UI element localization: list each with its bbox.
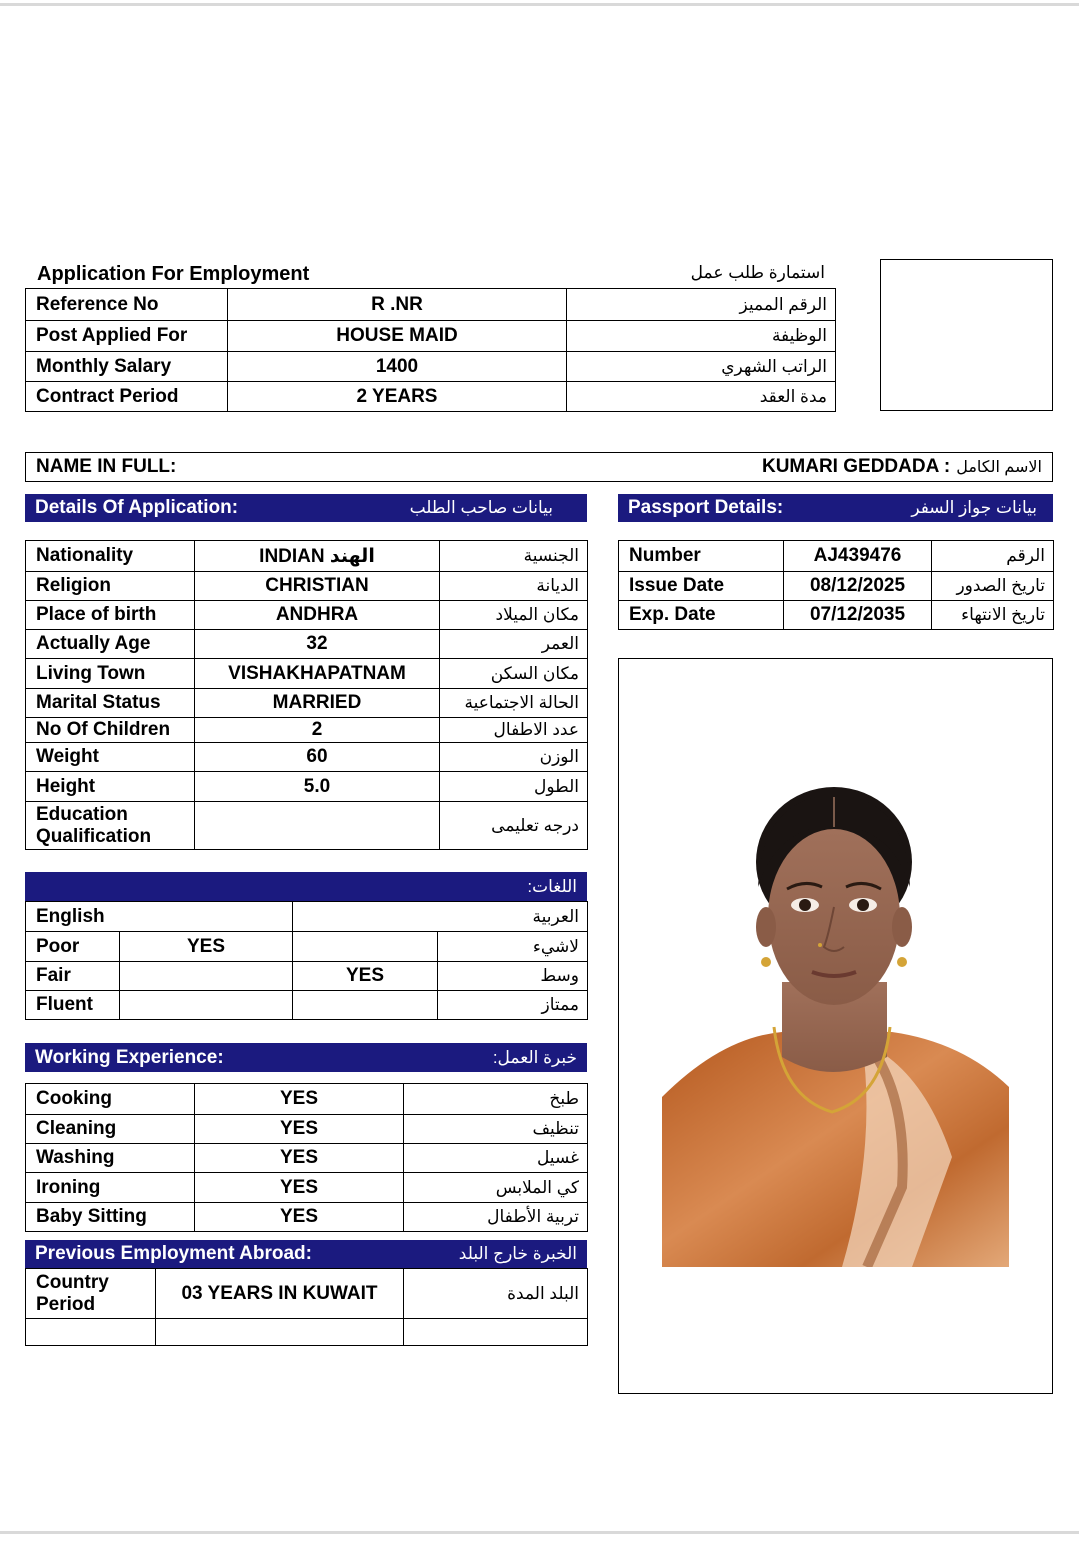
abroad-table xyxy=(25,1268,588,1346)
cleaning-ar: تنظيف xyxy=(404,1115,588,1144)
fluent-label: Fluent xyxy=(26,991,120,1020)
table-row xyxy=(26,1115,588,1144)
table-row xyxy=(26,572,588,601)
full-name-ar: الاسم الكامل xyxy=(956,459,1042,476)
salary-ar: الراتب الشهري xyxy=(567,352,836,382)
children-label: No Of Children xyxy=(26,718,195,743)
poor-arabic xyxy=(293,932,438,962)
religion-ar: الديانة xyxy=(440,572,588,601)
passport-table xyxy=(618,540,1054,630)
babysitting-value: YES xyxy=(195,1203,404,1232)
weight-label: Weight xyxy=(26,743,195,772)
cleaning-label: Cleaning xyxy=(26,1115,195,1144)
height-ar: الطول xyxy=(440,772,588,802)
fair-label: Fair xyxy=(26,962,120,991)
applicant-photo xyxy=(662,767,1009,1267)
salary-label: Monthly Salary xyxy=(26,352,228,382)
table-row xyxy=(26,962,588,991)
fluent-arabic xyxy=(293,991,438,1020)
fair-english xyxy=(120,962,293,991)
details-table xyxy=(25,540,588,850)
empty-cell xyxy=(156,1319,404,1346)
children-ar: عدد الاطفال xyxy=(440,718,588,743)
cooking-label: Cooking xyxy=(26,1084,195,1115)
full-name-label: NAME IN FULL: xyxy=(36,456,177,477)
babysitting-ar: تربية الأطفال xyxy=(404,1203,588,1232)
poor-english: YES xyxy=(120,932,293,962)
languages-header xyxy=(25,872,587,901)
ironing-label: Ironing xyxy=(26,1173,195,1203)
children-value: 2 xyxy=(195,718,440,743)
passport-number-value: AJ439476 xyxy=(784,541,932,572)
washing-value: YES xyxy=(195,1144,404,1173)
table-row xyxy=(26,932,588,962)
washing-label: Washing xyxy=(26,1144,195,1173)
ironing-value: YES xyxy=(195,1173,404,1203)
education-value xyxy=(195,802,440,850)
abroad-header-en: Previous Employment Abroad: xyxy=(35,1243,312,1264)
passport-number-label: Number xyxy=(619,541,784,572)
table-row xyxy=(26,902,588,932)
table-row xyxy=(26,1144,588,1173)
small-photo-box xyxy=(880,259,1053,411)
fair-arabic: YES xyxy=(293,962,438,991)
age-value: 32 xyxy=(195,630,440,659)
english-label: English xyxy=(26,902,293,932)
arabic-label: العربية xyxy=(293,902,588,932)
town-value: VISHAKHAPATNAM xyxy=(195,659,440,689)
row-post xyxy=(26,321,836,352)
education-ar: درجه تعليمى xyxy=(440,802,588,850)
marital-label: Marital Status xyxy=(26,689,195,718)
reference-ar: الرقم المميز xyxy=(567,289,836,321)
table-row xyxy=(26,1203,588,1232)
fluent-ar: ممتاز xyxy=(438,991,588,1020)
poor-label: Poor xyxy=(26,932,120,962)
table-row xyxy=(619,541,1054,572)
salary-value: 1400 xyxy=(228,352,567,382)
nationality-ar: الجنسية xyxy=(440,541,588,572)
weight-value: 60 xyxy=(195,743,440,772)
nationality-label: Nationality xyxy=(26,541,195,572)
passport-header-en: Passport Details: xyxy=(628,497,784,518)
education-label xyxy=(26,802,195,850)
title-ar: استمارة طلب عمل xyxy=(690,263,825,282)
cooking-value: YES xyxy=(195,1084,404,1115)
table-row xyxy=(26,772,588,802)
details-header-ar: بيانات صاحب الطلب xyxy=(409,498,553,517)
post-ar: الوظيفة xyxy=(567,321,836,352)
summary-table xyxy=(25,288,836,412)
table-row xyxy=(26,1319,588,1346)
marital-ar: الحالة الاجتماعية xyxy=(440,689,588,718)
birthplace-label: Place of birth xyxy=(26,601,195,630)
country-label: Country xyxy=(36,1271,109,1293)
education-label-line1: Education xyxy=(36,803,128,825)
birthplace-value: ANDHRA xyxy=(195,601,440,630)
contract-label: Contract Period xyxy=(26,382,228,412)
passport-number-ar: الرقم xyxy=(932,541,1054,572)
table-row xyxy=(26,541,588,572)
empty-cell xyxy=(404,1319,588,1346)
weight-ar: الوزن xyxy=(440,743,588,772)
details-header xyxy=(25,494,587,522)
ironing-ar: كي الملابس xyxy=(404,1173,588,1203)
abroad-value: 03 YEARS IN KUWAIT xyxy=(156,1269,404,1319)
post-value: HOUSE MAID xyxy=(228,321,567,352)
details-header-en: Details Of Application: xyxy=(35,497,239,518)
birthplace-ar: مكان الميلاد xyxy=(440,601,588,630)
row-contract xyxy=(26,382,836,412)
table-row xyxy=(26,659,588,689)
full-name-row xyxy=(25,452,1053,482)
table-row xyxy=(26,743,588,772)
experience-header-en: Working Experience: xyxy=(35,1046,224,1068)
babysitting-label: Baby Sitting xyxy=(26,1203,195,1232)
abroad-header-ar: الخبرة خارج البلد xyxy=(458,1244,577,1263)
languages-header-ar: اللغات: xyxy=(527,876,577,896)
contract-ar: مدة العقد xyxy=(567,382,836,412)
issue-date-value: 08/12/2025 xyxy=(784,572,932,601)
row-salary xyxy=(26,352,836,382)
table-row xyxy=(26,1084,588,1115)
poor-ar: لاشيء xyxy=(438,932,588,962)
experience-header-ar: خبرة العمل: xyxy=(492,1047,577,1067)
experience-table xyxy=(25,1083,588,1232)
nationality-value: INDIAN الهند xyxy=(195,541,440,572)
fair-ar: وسط xyxy=(438,962,588,991)
table-row xyxy=(26,630,588,659)
issue-date-label: Issue Date xyxy=(619,572,784,601)
reference-label: Reference No xyxy=(26,289,228,321)
abroad-ar: البلد المدة xyxy=(404,1269,588,1319)
passport-header xyxy=(618,494,1053,522)
contract-value: 2 YEARS xyxy=(228,382,567,412)
town-label: Living Town xyxy=(26,659,195,689)
height-value: 5.0 xyxy=(195,772,440,802)
fluent-english xyxy=(120,991,293,1020)
abroad-header xyxy=(25,1240,587,1268)
full-name-value: KUMARI GEDDADA : xyxy=(761,456,951,477)
issue-date-ar: تاريخ الصدور xyxy=(932,572,1054,601)
table-row xyxy=(26,718,588,743)
religion-value: CHRISTIAN xyxy=(195,572,440,601)
cooking-ar: طبخ xyxy=(404,1084,588,1115)
empty-cell xyxy=(26,1319,156,1346)
top-border xyxy=(0,3,1079,6)
experience-header xyxy=(25,1043,587,1072)
bottom-border xyxy=(0,1531,1079,1534)
period-label: Period xyxy=(36,1293,96,1315)
table-row xyxy=(26,689,588,718)
washing-ar: غسيل xyxy=(404,1144,588,1173)
applicant-portrait-image xyxy=(662,767,1009,1267)
row-reference xyxy=(26,289,836,321)
exp-date-value: 07/12/2035 xyxy=(784,601,932,630)
age-label: Actually Age xyxy=(26,630,195,659)
education-label-line2: Qualification xyxy=(36,825,152,847)
height-label: Height xyxy=(26,772,195,802)
cleaning-value: YES xyxy=(195,1115,404,1144)
marital-value: MARRIED xyxy=(195,689,440,718)
table-row xyxy=(26,991,588,1020)
table-row xyxy=(619,601,1054,630)
age-ar: العمر xyxy=(440,630,588,659)
table-row xyxy=(619,572,1054,601)
table-row xyxy=(26,1269,588,1319)
table-row xyxy=(26,1173,588,1203)
passport-header-ar: بيانات جواز السفر xyxy=(911,498,1037,517)
town-ar: مكان السكن xyxy=(440,659,588,689)
reference-value: R .NR xyxy=(228,289,567,321)
exp-date-ar: تاريخ الانتهاء xyxy=(932,601,1054,630)
religion-label: Religion xyxy=(26,572,195,601)
languages-table xyxy=(25,901,588,1020)
exp-date-label: Exp. Date xyxy=(619,601,784,630)
title-en: Application For Employment xyxy=(37,263,310,285)
country-period-label xyxy=(26,1269,156,1319)
table-row xyxy=(26,802,588,850)
table-row xyxy=(26,601,588,630)
post-label: Post Applied For xyxy=(26,321,228,352)
